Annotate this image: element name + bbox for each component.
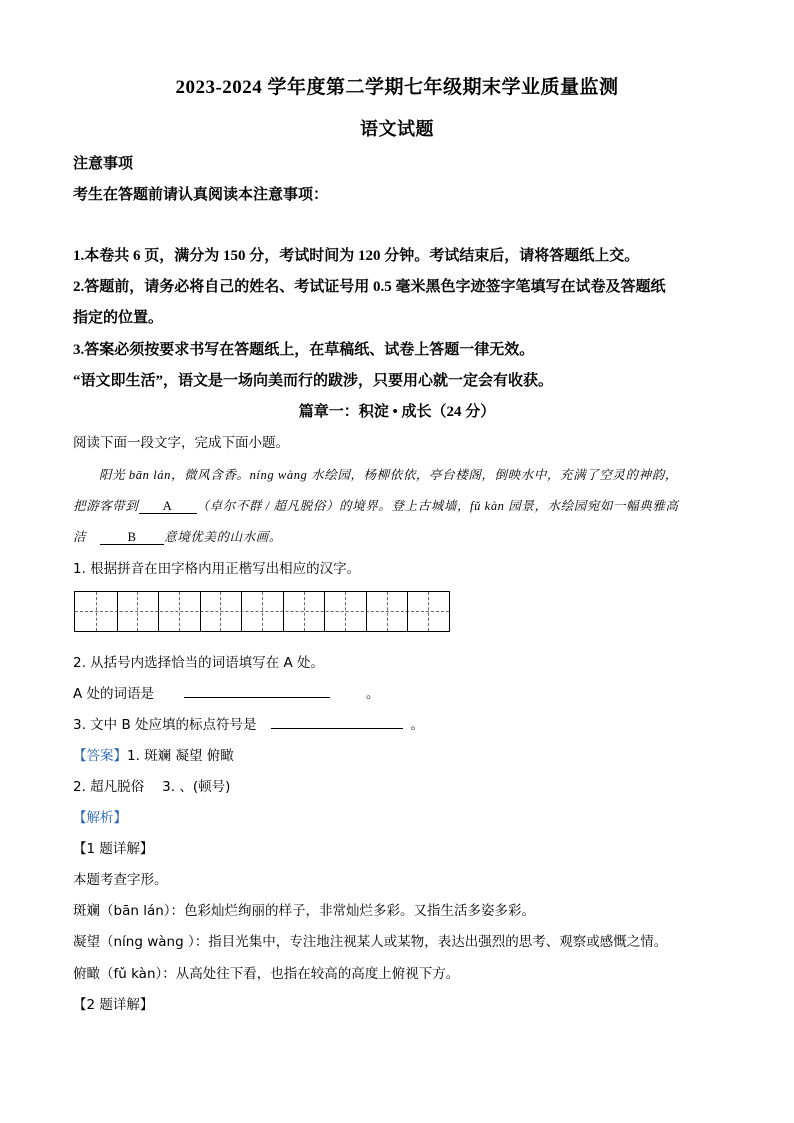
grid-cell-border [407,592,408,631]
question-3-text: 3. 文中 B 处应填的标点符号是 [73,717,257,733]
answer-blank-b[interactable] [271,714,403,729]
grid-cell-midline [428,592,429,631]
question-2-answer-line [73,682,380,702]
exam-subtitle: 语文试题 [360,119,434,139]
grid-cell-midline [262,592,263,631]
question-2-line-label: A 处的词语是 [73,686,155,702]
answer-3: 3. 、(顿号) [162,779,231,795]
analysis-word-1: 斑斓（bān lán）：色彩灿烂绚丽的样子，非常灿烂多彩。又指生活多姿多彩。 [73,903,536,919]
question-1: 1. 根据拼音在田字格内用正楷写出相应的汉字。 [73,561,361,577]
notice-item-3: 3.答案必须按要求书写在答题纸上，在草稿纸、试卷上答题一律无效。 [73,342,535,358]
grid-cell-midline [220,592,221,631]
grid-cell-midline [345,592,346,631]
analysis-word-2: 凝望（níng wàng ）：指目光集中，专注地注视某人或某物，表达出强烈的思考、观察或感慨之情。 [73,934,668,950]
answer-line-2 [73,775,230,795]
answer-2: 2. 超凡脱俗 [73,779,145,795]
grid-cell-border [283,592,284,631]
passage-line-2-start: 把游客带到 [73,499,139,513]
section-heading: 篇章一：积淀 • 成长（24 分） [298,404,496,420]
analysis-q2-label: 【2 题详解】 [73,997,154,1013]
passage-line-2 [73,496,679,514]
grid-cell-border [158,592,159,631]
answer-blank-a[interactable] [184,683,330,698]
blank-a: A [139,499,197,514]
passage-line-1: 阳光 bān lán，微风含香。níng wàng 水绘园，杨柳依依，亭台楼阁，倒映水中，充满了空灵的神韵， [99,468,678,482]
motto: “语文即生活”，语文是一场向美而行的跋涉，只要用心就一定会有收获。 [73,373,554,389]
notice-item-2: 2.答题前，请务必将自己的姓名、考试证号用 0.5 毫米黑色字迹签字笔填写在试卷及答题纸 [73,279,666,295]
grid-cell-midline [179,592,180,631]
analysis-q1-intro: 本题考查字形。 [73,872,168,888]
question-3-end: 。 [410,717,425,733]
grid-cell-midline [387,592,388,631]
grid-cell-midline [304,592,305,631]
tianzige-grid[interactable] [74,591,450,632]
analysis-label: 【解析】 [73,810,127,826]
question-2: 2. 从括号内选择恰当的词语填写在 A 处。 [73,655,324,671]
blank-b: B [100,530,164,545]
grid-cell-midline [96,592,97,631]
grid-cell-border [117,592,118,631]
analysis-word-3: 俯瞰（fǔ kàn）：从高处往下看，也指在较高的高度上俯视下方。 [73,966,460,982]
section-instruction: 阅读下面一段文字，完成下面小题。 [73,435,289,451]
passage-line-3-start: 洁 [73,530,87,544]
grid-cell-border [241,592,242,631]
passage-line-2-end: （卓尔不群 / 超凡脱俗）的境界。登上古城墙，fǔ kàn 园景，水绘园宛如一幅典雅高 [196,499,679,513]
grid-cell-midline [137,592,138,631]
exam-title: 2023-2024 学年度第二学期七年级期末学业质量监测 [175,77,619,98]
grid-cell-border [324,592,325,631]
question-2-line-end: 。 [366,686,380,702]
passage-line-3 [73,527,282,545]
notice-heading: 注意事项 [73,156,134,172]
answer-line-1 [73,744,234,764]
grid-cell-border [200,592,201,631]
notice-item-2-cont: 指定的位置。 [73,310,164,326]
grid-cell-border [366,592,367,631]
notice-item-1: 1.本卷共 6 页，满分为 150 分，考试时间为 120 分钟。考试结束后，请将答题纸上交。 [73,248,640,264]
analysis-q1-label: 【1 题详解】 [73,841,154,857]
question-3 [73,713,424,733]
answer-1: 1. 斑斓 凝望 俯瞰 [127,748,234,764]
passage-line-3-end: 意境优美的山水画。 [164,530,283,544]
answer-label: 【答案】 [73,748,127,764]
notice-intro: 考生在答题前请认真阅读本注意事项： [73,187,329,203]
